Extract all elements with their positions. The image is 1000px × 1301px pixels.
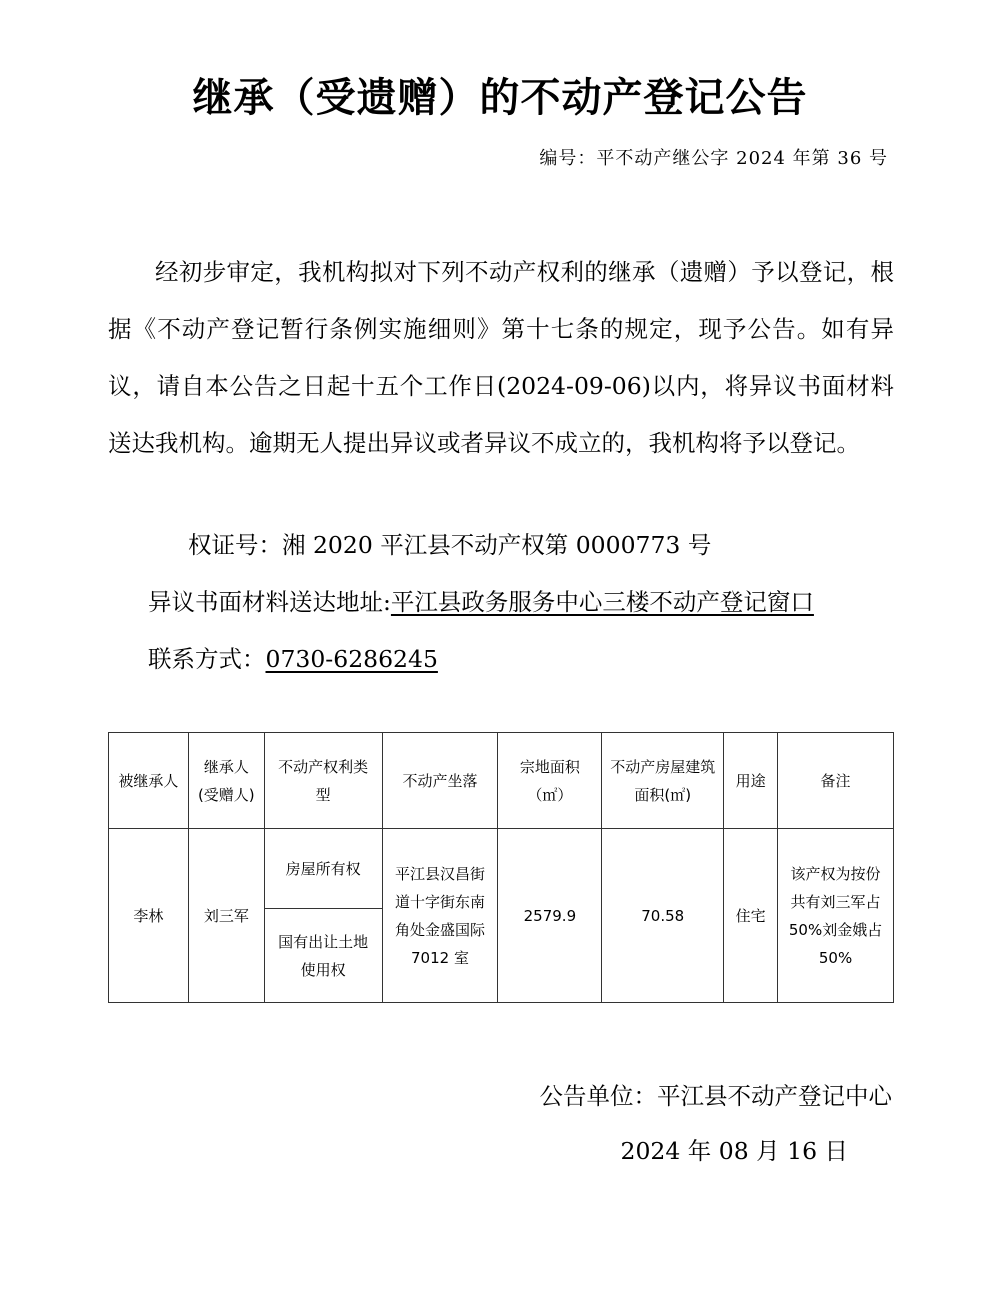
cell-heir: 刘三军: [188, 829, 264, 1003]
header-deceased: 被继承人: [109, 733, 189, 829]
cell-usage: 住宅: [724, 829, 778, 1003]
contact-label: 联系方式：: [148, 645, 266, 673]
issuing-unit: 平江县不动产登记中心: [657, 1082, 892, 1110]
document-number: 编号：平不动产继公字 2024 年第 36 号: [539, 148, 888, 169]
cell-deceased: 李林: [109, 829, 189, 1003]
header-usage: 用途: [724, 733, 778, 829]
cell-remarks: 该产权为按份共有刘三军占 50%刘金娥占 50%: [778, 829, 894, 1003]
header-location: 不动产坐落: [382, 733, 498, 829]
contact-line: [148, 640, 438, 674]
cell-location: 平江县汉昌街道十字街东南角处金盛国际 7012 室: [382, 829, 498, 1003]
header-building-area: 不动产房屋建筑面积(㎡): [602, 733, 724, 829]
header-remarks: 备注: [778, 733, 894, 829]
certificate-label: 权证号：: [188, 531, 282, 559]
certificate-value: 湘 2020 平江县不动产权第 0000773 号: [282, 531, 712, 559]
certificate-line: [188, 526, 711, 560]
cell-land-area: 2579.9: [498, 829, 602, 1003]
cell-right-type-house: 房屋所有权: [264, 829, 382, 909]
address-line: [148, 583, 814, 617]
issuing-unit-label: 公告单位：: [539, 1082, 657, 1110]
property-table: [108, 732, 894, 1003]
address-value: 平江县政务服务中心三楼不动产登记窗口: [390, 588, 814, 616]
header-right-type: 不动产权利类 型: [264, 733, 382, 829]
issue-date: 2024 年 08 月 16 日: [620, 1137, 848, 1165]
contact-phone: 0730-6286245: [265, 645, 438, 673]
announcement-paragraph: 经初步审定，我机构拟对下列不动产权利的继承（遗赠）予以登记，根据《不动产登记暂行条例实施细则》第十七条的规定，现予公告。如有异议，请自本公告之日起十五个工作日(2024-09-06)以内，将异议书面材料送达我机构。逾期无人提出异议或者异议不成立的，我机构将予以登记。: [108, 258, 894, 457]
page-title: 继承（受遗赠）的不动产登记公告: [192, 75, 808, 121]
issuing-unit-line: [540, 1077, 893, 1111]
table-row: [109, 829, 894, 909]
address-label: 异议书面材料送达地址:: [148, 588, 391, 616]
header-land-area: 宗地面积（㎡）: [498, 733, 602, 829]
header-heir: 继承人(受赠人): [188, 733, 264, 829]
cell-building-area: 70.58: [602, 829, 724, 1003]
table-header-row: [109, 733, 894, 829]
cell-right-type-land: 国有出让土地使用权: [264, 909, 382, 1003]
